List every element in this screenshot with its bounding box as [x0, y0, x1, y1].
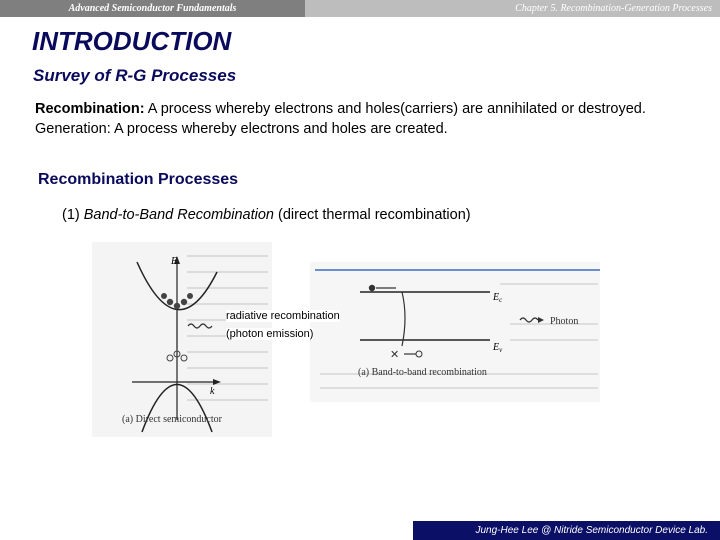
item-number: (1) — [62, 207, 84, 223]
axis-e-label: E — [171, 256, 178, 267]
item-name: Band-to-Band Recombination — [83, 207, 274, 223]
page-title: INTRODUCTION — [32, 26, 232, 56]
item-note: (direct thermal recombination) — [273, 207, 471, 223]
left-figure-caption: (a) Direct semiconductor — [122, 414, 222, 425]
recombination-term: Recombination: — [35, 101, 145, 117]
photon-label: Photon — [550, 316, 579, 327]
right-figure-caption: (a) Band-to-band recombination — [358, 367, 487, 378]
ec-label: $E_c$ — [493, 292, 503, 304]
band-to-band-figure — [310, 262, 600, 402]
electron — [369, 285, 375, 291]
process-item — [62, 207, 471, 223]
callout-line-1: radiative recombination — [226, 310, 340, 322]
footer-credit: Jung-Hee Lee @ Nitride Semiconductor Device Lab. — [413, 521, 720, 540]
generation-text: : A process whereby electrons and holes are created. — [106, 121, 448, 137]
page-subtitle: Survey of R-G Processes — [33, 66, 237, 85]
axis-k-label: k — [210, 386, 215, 397]
section-heading: Recombination Processes — [38, 171, 239, 188]
ev-label: $E_v$ — [493, 342, 503, 354]
recombination-x-icon: ✕ — [390, 349, 400, 361]
recombination-text: A process whereby electrons and holes(carriers) are annihilated or destroyed. — [144, 101, 646, 117]
callout-line-2: (photon emission) — [226, 328, 314, 340]
header-course-title: Advanced Semiconductor Fundamentals — [0, 0, 305, 17]
header-chapter-title: Chapter 5. Recombination-Generation Processes — [305, 0, 720, 17]
generation-term: Generation — [35, 121, 107, 137]
recombination-definition — [35, 101, 646, 117]
generation-definition — [35, 121, 448, 137]
